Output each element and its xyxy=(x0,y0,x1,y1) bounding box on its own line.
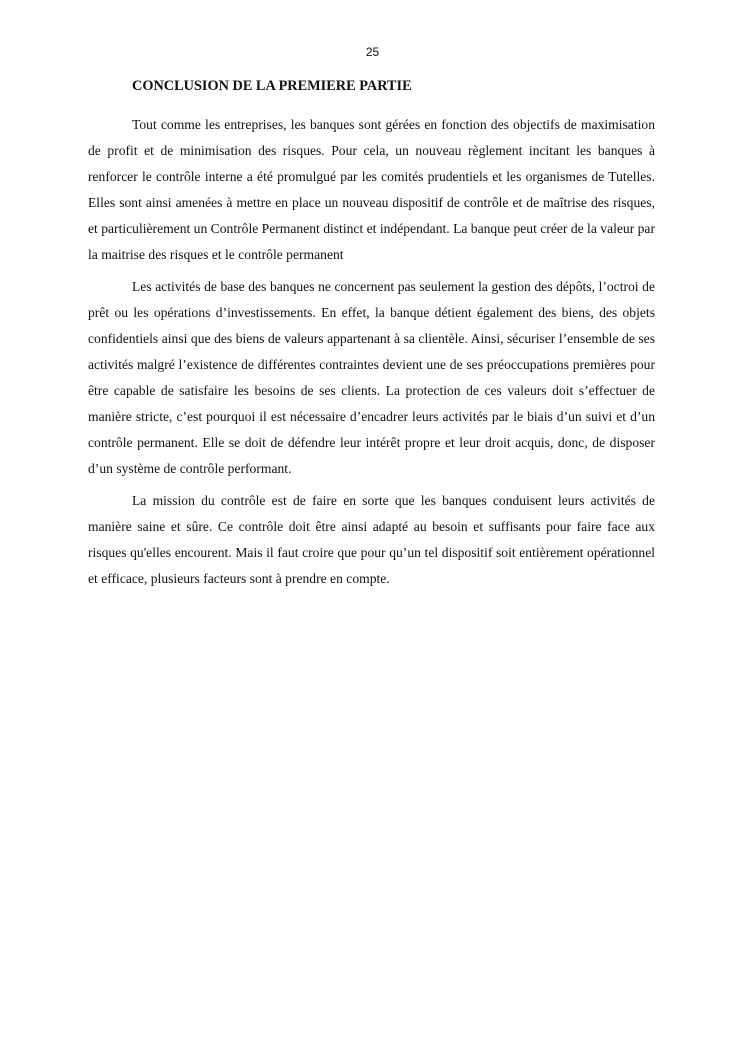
paragraph-2: Les activités de base des banques ne concernent pas seulement la gestion des dépôts, l’octroi de prêt ou les opérations d’investissements. En effet, la banque détient également des biens, des objets confidentiels ainsi que des biens de valeurs appartenant à sa clientèle. Ainsi, sécuriser l’ensemble de ses activités malgré l’existence de différentes contraintes devient une de ses préoccupations premières pour être capable de satisfaire les besoins de ses clients. La protection de ces valeurs doit s’effectuer de manière stricte, c’est pourquoi il est nécessaire d’encadrer leurs activités par le biais d’un suivi et d’un contrôle permanent. Elle se doit de défendre leur intérêt propre et leur droit acquis, donc, de disposer d’un système de contrôle performant. xyxy=(88,279,655,476)
section-heading: CONCLUSION DE LA PREMIERE PARTIE xyxy=(132,78,412,94)
paragraph-1: Tout comme les entreprises, les banques sont gérées en fonction des objectifs de maximisation de profit et de minimisation des risques. Pour cela, un nouveau règlement incitant les banques à renforcer le contrôle interne a été promulgué par les comités prudentiels et les organismes de Tutelles. Elles sont ainsi amenées à mettre en place un nouveau dispositif de contrôle et de maîtrise des risques, et particulièrement un Contrôle Permanent distinct et indépendant. La banque peut créer de la valeur par la maitrise des risques et le contrôle permanent xyxy=(88,117,655,262)
page-number: 25 xyxy=(365,45,380,59)
paragraph-3: La mission du contrôle est de faire en sorte que les banques conduisent leurs activités de manière saine et sûre. Ce contrôle doit être ainsi adapté au besoin et suffisants pour faire face aux risques qu'elles encourent. Mais il faut croire que pour qu’un tel dispositif soit entièrement opérationnel et efficace, plusieurs facteurs sont à prendre en compte. xyxy=(88,493,655,586)
page-content xyxy=(88,76,655,592)
